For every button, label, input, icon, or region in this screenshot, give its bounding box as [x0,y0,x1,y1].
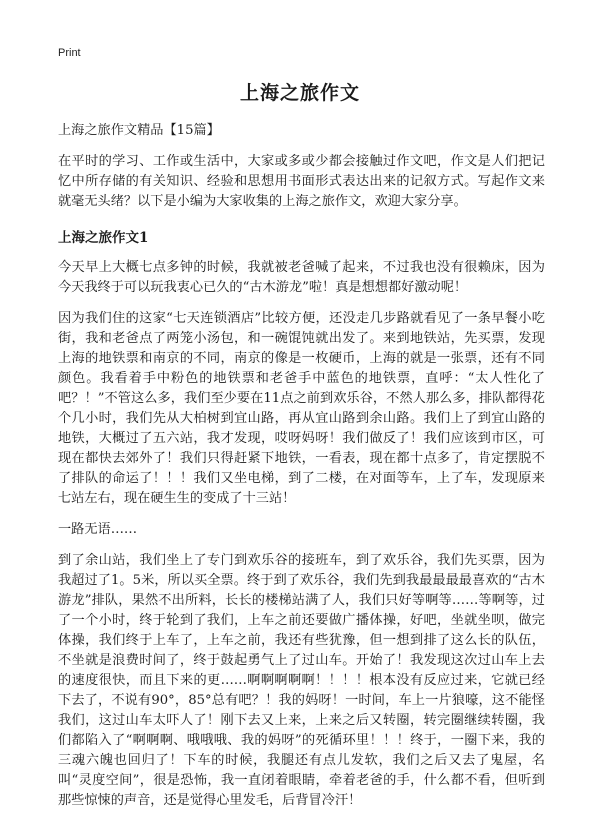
intro-paragraph: 在平时的学习、工作或生活中，大家或多或少都会接触过作文吧，作文是人们把记忆中所存储的有关知识、经验和思想用书面形式表达出来的记叙方式。写起作文来就毫无头绪？以下是小编为大家收集的上海之旅作文，欢迎大家分享。 [58,154,545,209]
paragraph: 到了余山站，我们坐上了专门到欢乐谷的接班车，到了欢乐谷，我们先买票，因为我超过了1。5米，所以买全票。终于到了欢乐谷，我们先到我最最最最喜欢的“古木游龙”排队，果然不出所料，长长的楼梯站满了人，我们只好等啊等……等啊等，过了一个小时，终于轮到了我们，上车之前还要做广播体操，好吧，坐就坐呗，做完体操，我们终于上车了，上车之前，我还有些犹豫，但一想到排了这么长的队伍，不坐就是浪费时间了，终于鼓起勇气上了过山车。开始了！我发现这次过山车上去的速度很快，而且下来的更……啊啊啊啊啊！！！！根本没有反应过来，它就已经下去了，不说有90°，85°总有吧？！我的妈呀！一时间，车上一片狼嚎，这不能怪我们，这过山车太吓人了！刚下去又上来，上来之后又转圈，转完圈继续转圈，我们都陷入了“啊啊啊、哦哦哦、我的妈呀”的死循环里！！！终于，一圈下来，我的三魂六魄也回归了！下车的时候，我腿还有点儿发软，我们之后又去了鬼屋，名叫“灵度空间”，很是恐怖，我一直闭着眼睛，牵着老爸的手，什么都不看，但听到那些惊悚的声音，还是觉得心里发毛，后背冒冷汗！ [58,553,545,808]
article-subtitle: 上海之旅作文精品【15篇】 [58,123,220,138]
section-heading: 上海之旅作文1 [58,230,149,246]
print-label: Print [58,47,81,59]
paragraph: 因为我们住的这家“七天连锁酒店”比较方便，还没走几步路就看见了一条早餐小吃街，我和老爸点了两笼小汤包，和一碗馄饨就出发了。来到地铁站，先买票，发现上海的地铁票和南京的不同，南京的像是一枚硬币，上海的就是一张票，还有不同颜色。我看着手中粉色的地铁票和老爸手中蓝色的地铁票，直呼：“太人性化了吧？！”不管这么多，我们至少要在11点之前到欢乐谷，不然人那么多，排队都得花个几小时，我们先从大柏树到宜山路，再从宜山路到余山路。我们上了到宜山路的地铁，大概过了五六站，我才发现，哎呀妈呀！我们做反了！我们应该到市区，可现在都快去郊外了！我们只得赶紧下地铁，一看表，现在都十点多了，肯定摆脱不了排队的命运了！！！我们又坐电梯，到了二楼，在对面等车，上了车，发现原来七站左右，现在硬生生的变成了十三站！ [58,311,545,506]
page-title: 上海之旅作文 [239,82,360,104]
paragraph: 一路无语…… [58,522,138,537]
article-body [58,121,545,822]
paragraph: 今天早上大概七点多钟的时候，我就被老爸喊了起来，不过我也没有很赖床，因为今天我终于可以玩我衷心已久的“古木游龙”啦！真是想想都好激动呢！ [58,260,545,295]
